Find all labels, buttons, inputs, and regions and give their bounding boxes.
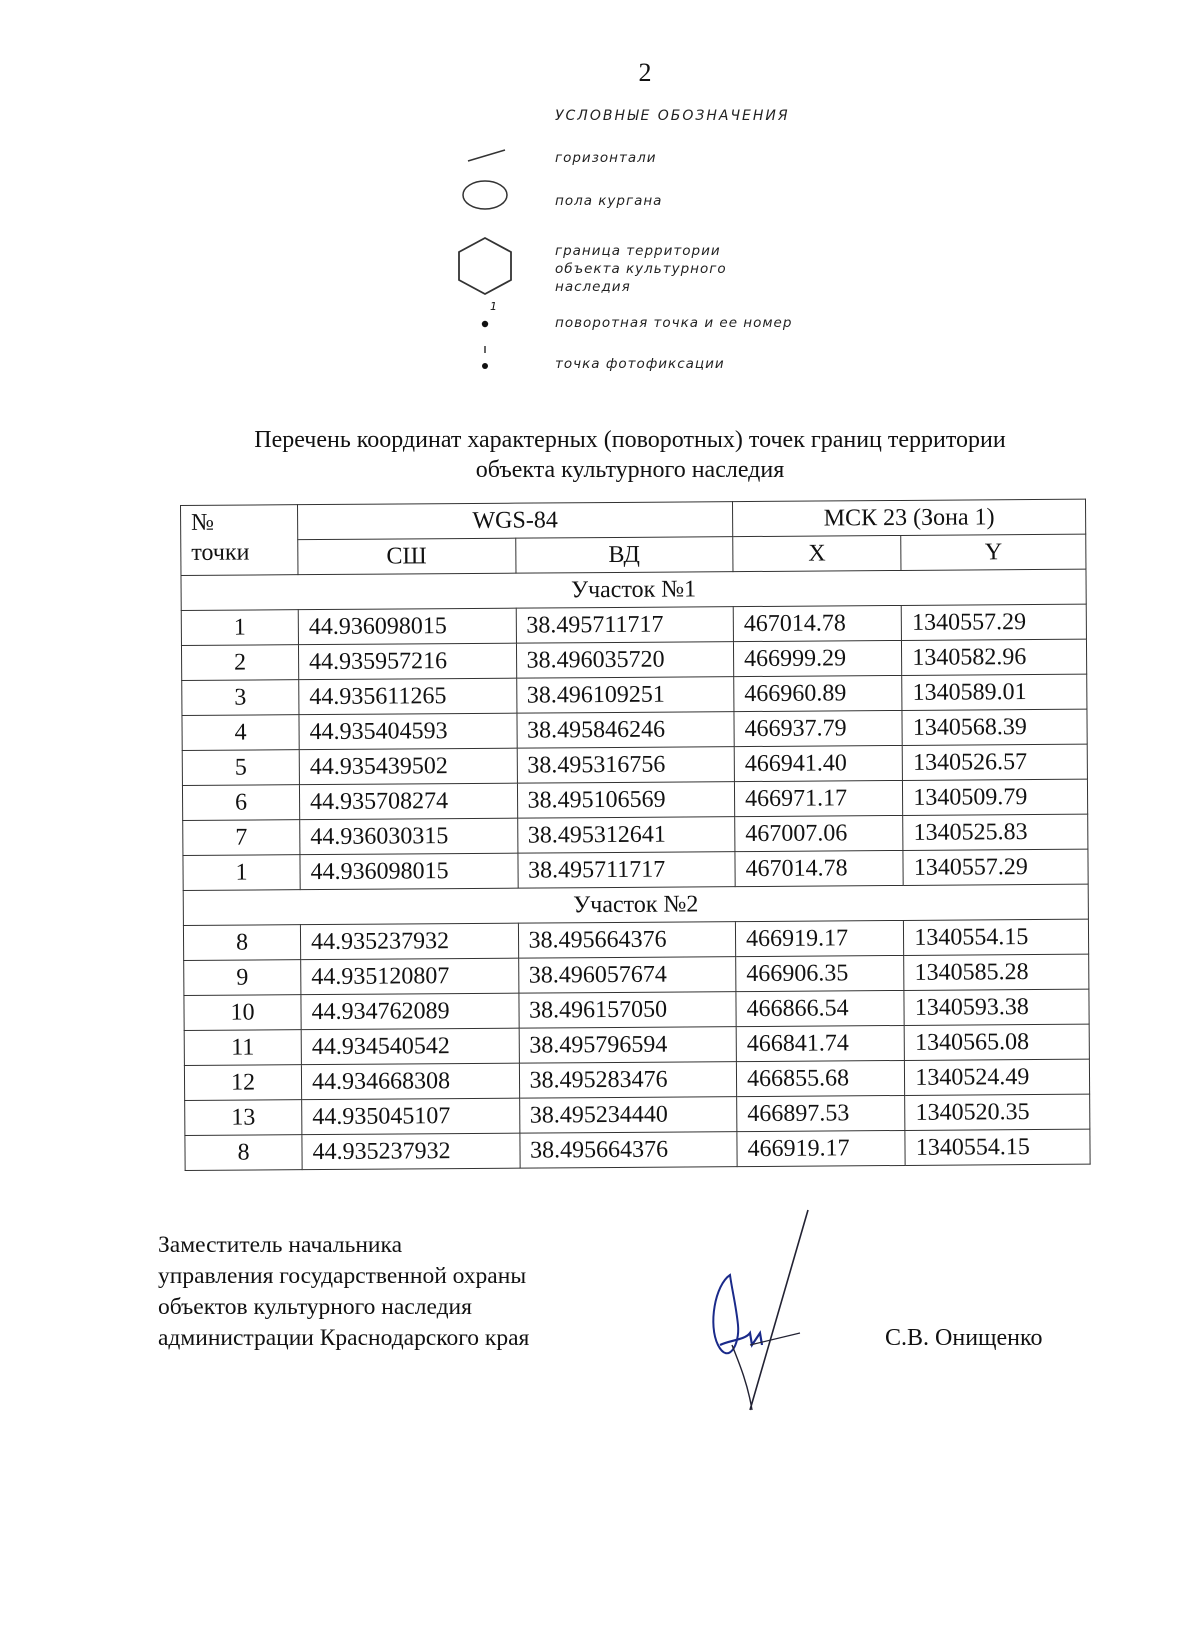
legend-label-mound: пола кургана (555, 193, 663, 209)
cell-point-number: 8 (185, 1135, 302, 1171)
header-longitude: ВД (515, 537, 733, 574)
cell-y: 1340525.83 (903, 814, 1088, 850)
cell-longitude: 38.495283476 (519, 1062, 737, 1099)
cell-y: 1340554.15 (905, 1129, 1090, 1165)
cell-y: 1340585.28 (904, 954, 1089, 990)
cell-latitude: 44.934668308 (301, 1063, 519, 1100)
cell-y: 1340589.01 (902, 674, 1087, 710)
cell-y: 1340582.96 (902, 639, 1087, 675)
coordinates-table (180, 499, 1091, 1171)
cell-x: 466841.74 (736, 1025, 905, 1061)
cell-latitude: 44.935120807 (301, 958, 519, 995)
cell-point-number: 10 (184, 995, 301, 1031)
handwritten-signature (690, 1205, 830, 1425)
section-title: Участок №1 (181, 569, 1086, 610)
cell-point-number: 7 (183, 820, 300, 856)
legend-label-contour: горизонтали (555, 150, 657, 166)
legend-label-turning-point: поворотная точка и ее номер (555, 315, 793, 331)
signatory-position: Заместитель начальника управления государственной охраны объектов культурного наследия администрации Краснодарского края (158, 1232, 530, 1351)
cell-y: 1340520.35 (905, 1094, 1090, 1130)
cell-y: 1340557.29 (902, 604, 1087, 640)
cell-longitude: 38.496035720 (516, 642, 734, 679)
photo-point-icon (450, 344, 530, 404)
header-wgs84: WGS-84 (298, 502, 733, 540)
cell-point-number: 4 (182, 715, 299, 751)
header-y: Y (901, 534, 1086, 570)
cell-latitude: 44.935708274 (299, 783, 517, 820)
cell-longitude: 38.496057674 (518, 957, 736, 994)
header-msk23: МСК 23 (Зона 1) (733, 499, 1086, 536)
cell-latitude: 44.934762089 (301, 993, 519, 1030)
cell-latitude: 44.936030315 (300, 818, 518, 855)
cell-y: 1340554.15 (904, 919, 1089, 955)
cell-longitude: 38.495664376 (519, 1132, 737, 1169)
cell-x: 466937.79 (734, 710, 903, 746)
cell-y: 1340524.49 (905, 1059, 1090, 1095)
cell-point-number: 1 (183, 855, 300, 891)
cell-longitude: 38.496157050 (518, 992, 736, 1029)
cell-point-number: 3 (182, 680, 299, 716)
page-number: 2 (638, 58, 652, 87)
cell-x: 466897.53 (737, 1095, 906, 1131)
turning-point-number: 1 (490, 300, 497, 313)
cell-x: 467007.06 (735, 815, 904, 851)
cell-latitude: 44.935439502 (299, 748, 517, 785)
signatory-name: С.В. Онищенко (885, 1325, 1043, 1351)
cell-point-number: 6 (182, 785, 299, 821)
cell-x: 467014.78 (733, 605, 902, 641)
cell-point-number: 8 (183, 925, 300, 961)
header-x: X (733, 535, 902, 571)
cell-latitude: 44.936098015 (298, 608, 516, 645)
cell-latitude: 44.935957216 (298, 643, 516, 680)
cell-point-number: 1 (181, 610, 298, 646)
cell-y: 1340565.08 (904, 1024, 1089, 1060)
header-latitude: СШ (298, 538, 516, 575)
cell-longitude: 38.495846246 (516, 712, 734, 749)
cell-latitude: 44.935611265 (299, 678, 517, 715)
cell-x: 466919.17 (735, 920, 904, 956)
cell-point-number: 12 (184, 1065, 301, 1101)
cell-latitude: 44.935045107 (302, 1098, 520, 1135)
hexagon-boundary-icon (450, 236, 530, 306)
cell-x: 466999.29 (733, 640, 902, 676)
cell-point-number: 5 (182, 750, 299, 786)
cell-point-number: 2 (181, 645, 298, 681)
cell-longitude: 38.495316756 (517, 747, 735, 784)
table-heading: Перечень координат характерных (поворотных) точек границ территории объекта культурного наследия (254, 427, 1006, 483)
header-point-number: № точки (181, 505, 298, 576)
cell-latitude: 44.936098015 (300, 853, 518, 890)
cell-longitude: 38.495711717 (517, 852, 735, 889)
legend-title: УСЛОВНЫЕ ОБОЗНАЧЕНИЯ (555, 108, 790, 124)
cell-longitude: 38.495711717 (516, 607, 734, 644)
cell-point-number: 9 (184, 960, 301, 996)
cell-longitude: 38.495106569 (517, 782, 735, 819)
cell-longitude: 38.495234440 (519, 1097, 737, 1134)
cell-longitude: 38.495796594 (519, 1027, 737, 1064)
cell-x: 466960.89 (734, 675, 903, 711)
cell-longitude: 38.496109251 (516, 677, 734, 714)
cell-latitude: 44.935404593 (299, 713, 517, 750)
cell-y: 1340526.57 (902, 744, 1087, 780)
cell-x: 466971.17 (734, 780, 903, 816)
cell-point-number: 11 (184, 1030, 301, 1066)
cell-y: 1340593.38 (904, 989, 1089, 1025)
cell-x: 467014.78 (735, 850, 904, 886)
cell-y: 1340509.79 (903, 779, 1088, 815)
cell-x: 466906.35 (736, 955, 905, 991)
mound-ellipse-icon (450, 178, 530, 238)
legend-label-boundary: граница территории объекта культурного наследия (555, 243, 727, 295)
cell-x: 466941.40 (734, 745, 903, 781)
section-title: Участок №2 (183, 884, 1088, 925)
cell-longitude: 38.495664376 (518, 922, 736, 959)
table-row (185, 1129, 1090, 1170)
cell-x: 466855.68 (736, 1060, 905, 1096)
cell-latitude: 44.934540542 (301, 1028, 519, 1065)
cell-longitude: 38.495312641 (517, 817, 735, 854)
cell-latitude: 44.935237932 (300, 923, 518, 960)
cell-y: 1340557.29 (903, 849, 1088, 885)
cell-latitude: 44.935237932 (302, 1133, 520, 1170)
cell-x: 466866.54 (736, 990, 905, 1026)
cell-y: 1340568.39 (902, 709, 1087, 745)
cell-point-number: 13 (185, 1100, 302, 1136)
cell-x: 466919.17 (737, 1130, 906, 1166)
legend-label-photo-point: точка фотофиксации (555, 356, 725, 372)
